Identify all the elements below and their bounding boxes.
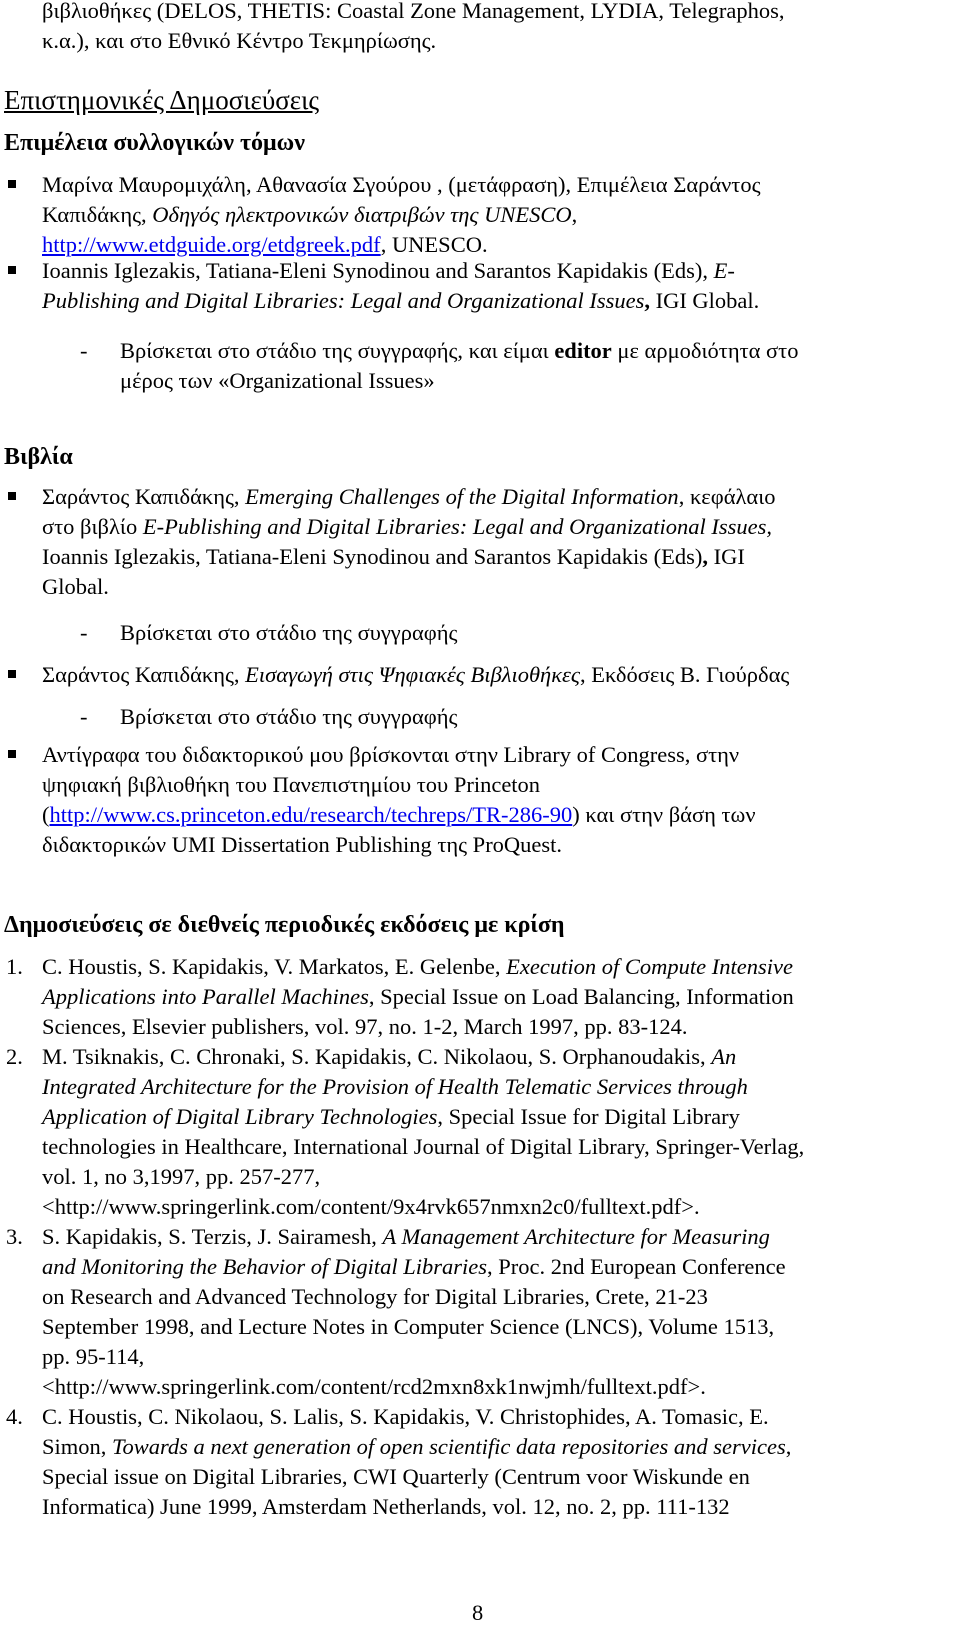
ref-3-number: 3. — [6, 1224, 23, 1249]
dash: - — [80, 704, 88, 729]
ref-2-line-1 — [42, 1042, 736, 1072]
text: Σαράντος Καπιδάκης, — [42, 662, 246, 687]
text: Simon, — [42, 1434, 113, 1459]
book-title: Publishing and Digital Libraries: Legal and Organizational Issues — [42, 288, 645, 313]
ref-3-line-2 — [42, 1252, 786, 1282]
ref-2-line-3 — [42, 1102, 740, 1132]
text: Καπιδάκης, — [42, 202, 153, 227]
dash: - — [80, 338, 88, 363]
book-item-2-note: Βρίσκεται στο στάδιο της συγγραφής — [120, 704, 458, 729]
edited-item-2-line-1 — [42, 256, 735, 286]
ref-4-line-3: Special issue on Digital Libraries, CWI Quarterly (Centrum voor Wiskunde en — [42, 1464, 750, 1489]
text: editor — [554, 338, 612, 363]
text: με αρμοδιότητα στο — [611, 338, 799, 363]
ref-2-line-6: <http://www.springerlink.com/content/9x4rvk657nmxn2c0/fulltext.pdf>. — [42, 1194, 700, 1219]
book-item-3-line-4: διδακτορικών UMI Dissertation Publishing της ProQuest. — [42, 832, 563, 857]
bullet — [8, 180, 16, 188]
book-item-1-line-3 — [42, 542, 745, 572]
ref-3-line-6: <http://www.springerlink.com/content/rcd2mxn8xk1nwjmh/fulltext.pdf>. — [42, 1374, 706, 1399]
ref-3-line-3: on Research and Advanced Technology for Digital Libraries, Crete, 21-23 — [42, 1284, 708, 1309]
ref-3-line-1 — [42, 1222, 770, 1252]
ref-4-line-2 — [42, 1432, 791, 1462]
book-item-3-line-3 — [42, 800, 756, 830]
bullet — [8, 750, 16, 758]
book-item-2-line-1 — [42, 660, 789, 690]
etdguide-link[interactable]: http://www.etdguide.org/etdgreek.pdf — [42, 232, 381, 257]
paper-title: and Monitoring the Behavior of Digital Libraries — [42, 1254, 487, 1279]
subsection-title-edited-volumes: Επιμέλεια συλλογικών τόμων — [4, 130, 305, 156]
ref-1-line-3: Sciences, Elsevier publishers, vol. 97, no. 1-2, March 1997, pp. 83-124. — [42, 1014, 688, 1039]
ref-1-number: 1. — [6, 954, 23, 979]
text: S. Kapidakis, S. Terzis, J. Sairamesh, — [42, 1224, 383, 1249]
book-item-1-line-2 — [42, 512, 772, 542]
text: , — [785, 1434, 792, 1459]
ref-2-number: 2. — [6, 1044, 23, 1069]
page-number: 8 — [472, 1600, 484, 1625]
ref-3-line-4: September 1998, and Lecture Notes in Computer Science (LNCS), Volume 1513, — [42, 1314, 775, 1339]
text: , Special Issue on Load Balancing, Information — [368, 984, 794, 1009]
text: , UNESCO. — [380, 232, 488, 257]
princeton-techreport-link[interactable]: http://www.cs.princeton.edu/research/techreps/TR-286-90 — [49, 802, 573, 827]
editor-note-line-2: μέρος των «Organizational Issues» — [120, 368, 435, 393]
text: , — [702, 544, 708, 569]
book-item-1-line-4: Global. — [42, 574, 109, 599]
paper-title: Towards a next generation of open scientific data repositories and services — [112, 1434, 786, 1459]
text: C. Houstis, S. Kapidakis, V. Markatos, E. Gelenbe, — [42, 954, 507, 979]
text: Σαράντος Καπιδάκης, — [42, 484, 246, 509]
etd-guide-title: Οδηγός ηλεκτρονικών διατριβών της UNESCO — [152, 202, 572, 227]
text: , Εκδόσεις Β. Γιούρδας — [580, 662, 790, 687]
text: Ioannis Iglezakis, Tatiana-Eleni Synodinou and Sarantos Kapidakis (Eds) — [42, 544, 703, 569]
edited-item-1-line-1: Μαρίνα Μαυρομιχάλη, Αθανασία Σγούρου , (μετάφραση), Επιμέλεια Σαράντος — [42, 172, 761, 197]
text: ) και στην βάση των — [572, 802, 756, 827]
ref-2-line-4: technologies in Healthcare, International Journal of Digital Library, Springer-Verlag, — [42, 1134, 805, 1159]
bullet — [8, 492, 16, 500]
book-item-1-line-1 — [42, 482, 776, 512]
intro-line-1: βιβλιοθήκες (DELOS, THETIS: Coastal Zone Management, LYDIA, Telegraphos, — [42, 0, 785, 23]
text: στο βιβλίο — [42, 514, 143, 539]
text: , Special Issue for Digital Library — [437, 1104, 740, 1129]
paper-title: Integrated Architecture for the Provision of Health Telematic Services through — [42, 1074, 748, 1099]
paper-title: A Management Architecture for Measuring — [382, 1224, 770, 1249]
text: IGI Global. — [649, 288, 760, 313]
book-item-1-note: Βρίσκεται στο στάδιο της συγγραφής — [120, 620, 458, 645]
bullet — [8, 670, 16, 678]
text: Ioannis Iglezakis, Tatiana-Eleni Synodinou and Sarantos Kapidakis (Eds), — [42, 258, 714, 283]
book-title: E-Publishing and Digital Libraries: Legal and Organizational Issues, — [142, 514, 773, 539]
section-title-books: Βιβλία — [4, 444, 73, 470]
text: M. Tsiknakis, C. Chronaki, S. Kapidakis, C. Nikolaou, S. Orphanoudakis, — [42, 1044, 712, 1069]
text: , — [571, 202, 578, 227]
ref-2-line-5: vol. 1, no 3,1997, pp. 257-277, — [42, 1164, 321, 1189]
bullet — [8, 266, 16, 274]
ref-3-line-5: pp. 95-114, — [42, 1344, 145, 1369]
text: , κεφάλαιο — [678, 484, 776, 509]
chapter-title: Emerging Challenges of the Digital Information — [245, 484, 679, 509]
book-title: Εισαγωγή στις Ψηφιακές Βιβλιοθήκες — [245, 662, 581, 687]
book-item-3-line-1: Αντίγραφα του διδακτορικού μου βρίσκονται στην Library of Congress, στην — [42, 742, 740, 767]
ref-4-line-1: C. Houstis, C. Nikolaou, S. Lalis, S. Kapidakis, V. Christophides, A. Tomasic, E. — [42, 1404, 769, 1429]
text: IGI — [707, 544, 745, 569]
paper-title: Execution of Compute Intensive — [506, 954, 793, 979]
text: , Proc. 2nd European Conference — [487, 1254, 786, 1279]
editor-note-line-1 — [120, 336, 798, 366]
section-title-scientific-publications: Επιστημονικές Δημοσιεύσεις — [4, 85, 320, 115]
text: E- — [713, 258, 735, 283]
edited-item-1-line-2 — [42, 200, 577, 230]
edited-item-2-line-2 — [42, 286, 759, 316]
text: , — [644, 288, 650, 313]
paper-title: Application of Digital Library Technologies — [42, 1104, 438, 1129]
book-item-3-line-2: ψηφιακή βιβλιοθήκη του Πανεπιστημίου του Princeton — [42, 772, 541, 797]
ref-1-line-1 — [42, 952, 793, 982]
intro-line-2: κ.α.), και στο Εθνικό Κέντρο Τεκμηρίωσης. — [42, 28, 437, 53]
ref-4-line-4: Informatica) June 1999, Amsterdam Netherlands, vol. 12, no. 2, pp. 111-132 — [42, 1494, 730, 1519]
section-title-journal-publications: Δημοσιεύσεις σε διεθνείς περιοδικές εκδόσεις με κρίση — [4, 912, 565, 938]
paper-title: Applications into Parallel Machines — [42, 984, 369, 1009]
dash: - — [80, 620, 88, 645]
ref-2-line-2 — [42, 1072, 748, 1102]
ref-4-number: 4. — [6, 1404, 23, 1429]
paper-title: An — [711, 1044, 737, 1069]
text: Βρίσκεται στο στάδιο της συγγραφής, και είμαι — [120, 338, 555, 363]
ref-1-line-2 — [42, 982, 794, 1012]
text: ( — [42, 802, 50, 827]
